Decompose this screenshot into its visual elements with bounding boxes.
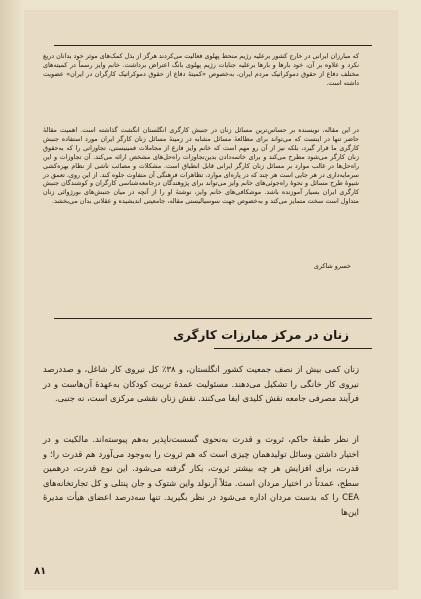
body-paragraph-1: زنان کمی بیش از نصف جمعیت کشور انگلستان، و ۳۸٪ کل نیروی کار شاغل، و صددرصد نیروی کار خانگی را تشکیل می‌دهند. مسئولیت عمدهٔ تربیت کودکان به‌عهدهٔ آن‌هاست و در فرآیند مصرفی جامعه نقش کلیدی ایفا می‌کنند. نقش زنان نقشی مرکزی است، نه جنبی. [43, 364, 359, 404]
page-edge [0, 0, 24, 599]
body-paragraph-2: از نظر طبقهٔ حاکم، ثروت و قدرت به‌نحوی گسست‌ناپذیر به‌هم پیوسته‌اند. مالکیت و در اختیار داشتن وسائل تولیدهمان چیزی است که هم ثروت را به‌وجود می‌آورد هم قدرت را؛ و قدرت، برای افزایش هر چه بیشتر ثروت، بکار گرفته می‌شود. این نوع قدرت، درهمین سطح، عمدتاً در اختیار مردان است. مثلاً آرنولد واین شتوک و جان پنتلی و کل تجارتخانه‌های CEA را که بدست مردان اداره می‌شود در نظر بگیرید. تنها سه‌درصد اعضای هیأت مدیرهٔ این‌ها [43, 434, 359, 517]
intro-paragraph: که مبارزان ایرانی در خارج کشور برعلیه رژیم منحط پهلوی فعالیت می‌کردند هرگز از بذل کمک‌های موثر خود بدانان دریغ نکرد و علاوه بر آن، خود بارها و بارها برعلیه جنایات رژیم پهلوی بانگ اعتراض برداشت. خانم وایز رسماً در کمیته‌های مختلف دفاع از حقوق دموکراتیک مردم ایران، به‌خصوص «کمیتهٔ دفاع از حقوق دموکراتیک کارگران در ایران» عضویت داشته است. [43, 52, 359, 87]
page-number: ۸۱ [34, 566, 47, 577]
second-paragraph: در این مقاله، نویسنده بر حساس‌ترین مسائل زنان در جنبش کارگری انگلستان انگشت گذاشته است. اهمیت مقالهٔ حاضر تنها در اینست که می‌تواند برای مطالعهٔ مسائل مشابه در زمینهٔ مسائل زنان کارگر ایران مورد استفاده جنبش کارگری ما قرار گیرد، بلکه نیز از آن رو مهم است که خانم وایز فارغ از مجاملات فمینیستی، تجاوزاتی را که به‌حقوق زنان کارگر می‌شود مطرح می‌کند و برای خاتمه‌دادن بدین‌تجاوزات راه‌حل‌های مشخص ارائه می‌کند. آن تجاوزات و این راه‌حل‌ها در غالب موارد بر مسائل زنان کارگر ایرانی قابل انطباق است. مشکلات و مصائب ناشی از نظام بهره‌کشی سرمایه‌داری در هر جایی است هر چند که در پاره‌ای موارد، تظاهرات فرهنگی آن متفاوت جلوه کند. از این روی، تعمق در شیوهٔ طرح مسائل و نحوهٔ راه‌جوئی‌های خانم وایز می‌تواند برای پژوهندگان درجامعه‌شناسی کارگران و کوشندگان جنبش کارگری ایران بسیار آموزنده باشد. موشکافی‌های خانم وایز، نوشتهٔ او را از آنچه در میان جنبش‌های بورژوائی زنان متداول است سخت متمایز می‌کند و به‌خصوص جهت سوسیالیستی مقاله، جامعیتی اندیشیده و عقلانی بدان می‌بخشد. [43, 126, 359, 206]
author-signature: خسرو شاکری [313, 262, 351, 270]
top-rule [54, 45, 372, 46]
title-rule-top [54, 318, 372, 319]
article-title: زنان در مرکز مبارزات کارگری [173, 328, 349, 342]
title-rule-bottom [214, 348, 372, 349]
